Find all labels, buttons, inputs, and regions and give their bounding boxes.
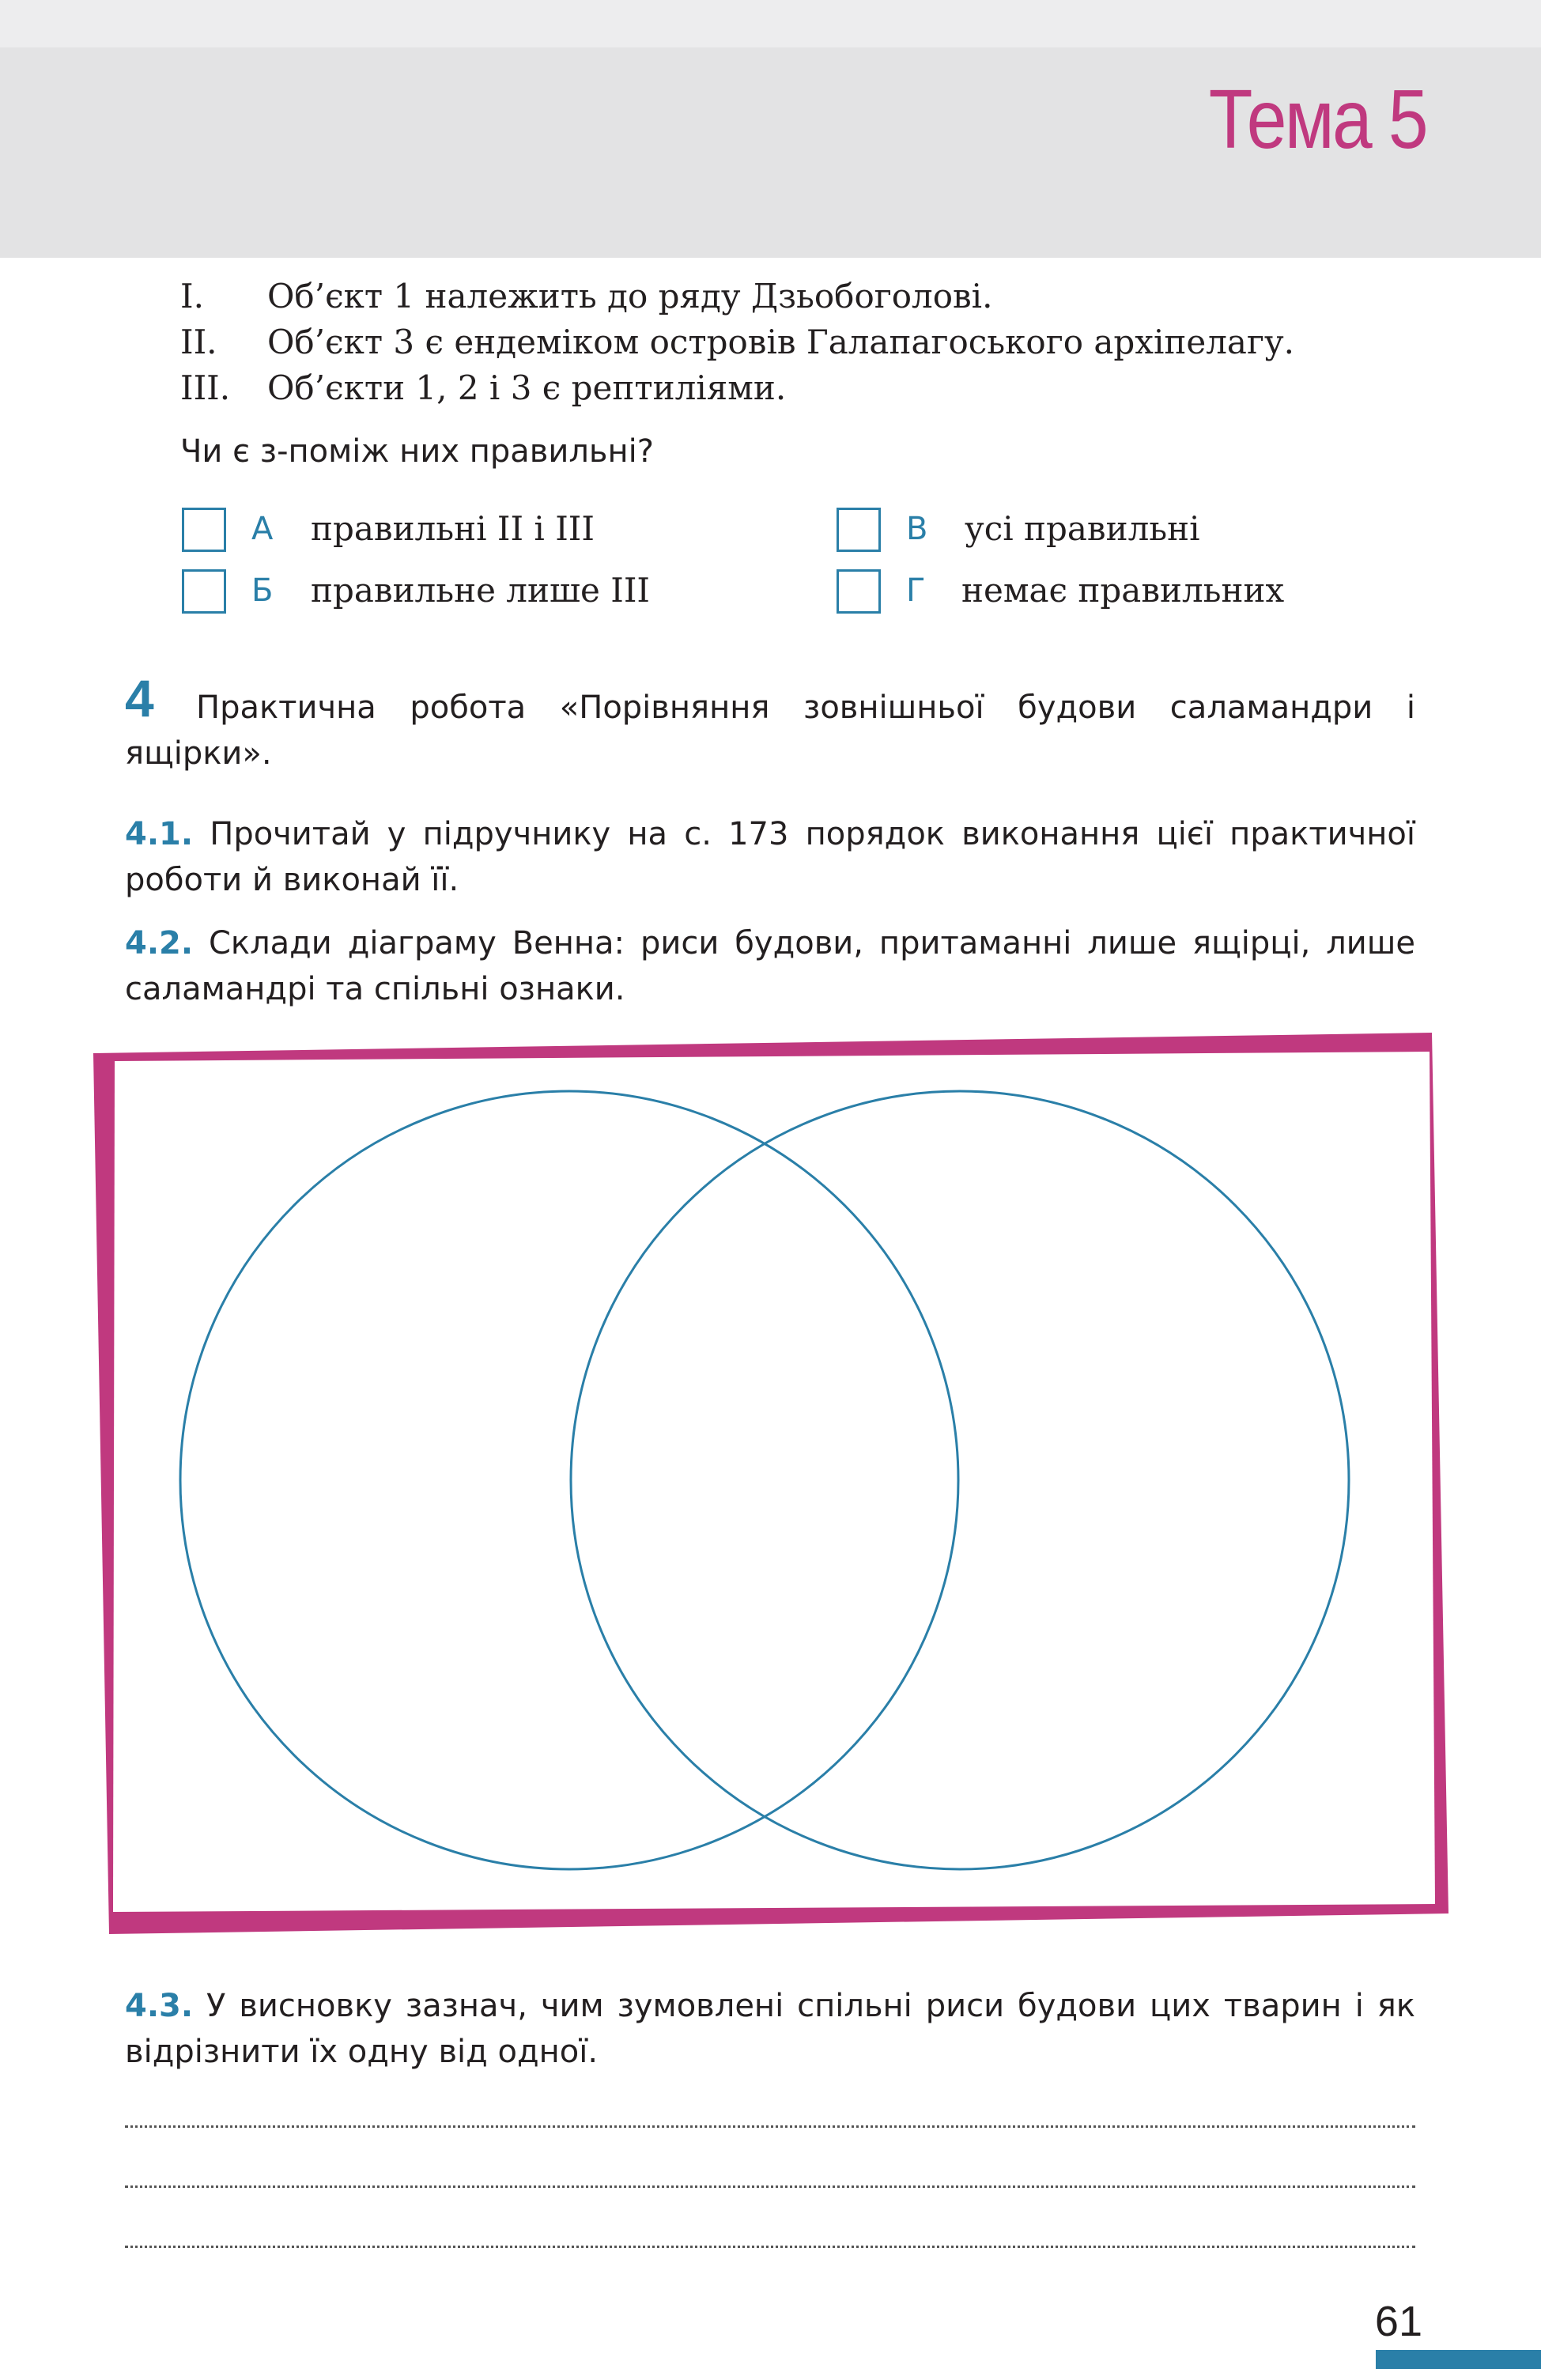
page-number-bar: [1376, 2350, 1541, 2369]
option-text: правильне лише III: [311, 571, 651, 610]
subtask-4-3: [125, 1983, 1415, 2075]
option-text: немає правильних: [961, 571, 1285, 610]
statement-text: Об’єкт 3 є ендеміком островів Галапагоського архіпелагу.: [267, 323, 1295, 361]
page-number: 61: [1374, 2298, 1422, 2345]
subtask-label: 4.2.: [125, 925, 194, 961]
option-letter: А: [251, 511, 274, 547]
option-letter: Б: [251, 572, 274, 609]
statement-text: Об’єкти 1, 2 і 3 є рептиліями.: [267, 368, 787, 407]
answer-line[interactable]: [125, 2185, 1415, 2188]
topic-title: Тема 5: [1208, 73, 1426, 166]
subtask-text: Склади діаграму Венна: риси будови, притаманні лише ящірці, лише саламандрі та спільні ознаки.: [125, 925, 1415, 1007]
statement-number: III.: [180, 368, 231, 407]
option-text: усі правильні: [965, 509, 1200, 548]
subtask-text: Прочитай у підручнику на с. 173 порядок виконання цієї практичної роботи й виконай її.: [125, 816, 1415, 898]
answer-line[interactable]: [125, 2125, 1415, 2128]
option-letter: В: [906, 511, 928, 547]
question-text: Чи є з-поміж них правильні?: [180, 433, 654, 470]
frame-inner: [113, 1052, 1435, 1912]
statement-text: Об’єкт 1 належить до ряду Дзьобоголові.: [267, 277, 993, 315]
task-title: Практична робота «Порівняння зовнішньої будови саламандри і ящірки».: [125, 689, 1415, 772]
subtask-label: 4.1.: [125, 816, 194, 852]
statement-number: II.: [180, 323, 217, 361]
option-letter: Г: [906, 572, 926, 609]
task-number: 4: [125, 669, 154, 727]
subtask-text: У висновку зазнач, чим зумовлені спільні риси будови цих тварин і як відрізнити їх одну від одної.: [125, 1988, 1415, 2070]
subtask-label: 4.3.: [125, 1988, 194, 2024]
answer-line[interactable]: [125, 2246, 1415, 2248]
option-text: правильні II і III: [311, 509, 595, 548]
statement-number: I.: [180, 277, 204, 315]
